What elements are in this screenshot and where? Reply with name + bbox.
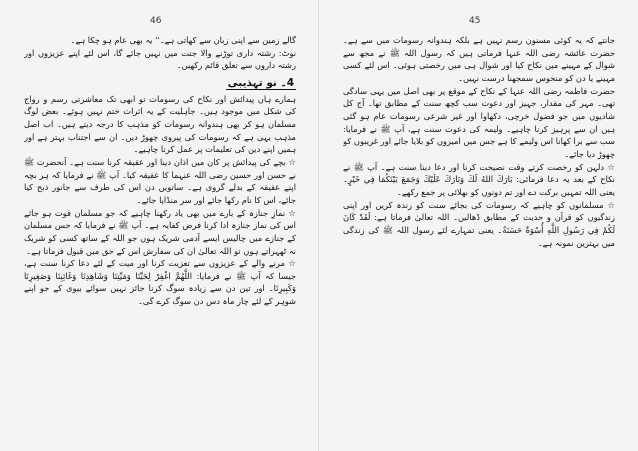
section-heading: 4۔ نو تہذیبی: [227, 76, 294, 89]
paragraph: جانتے کہ یہ کوئی مسنون رسم نہیں ہے بلکہ ہندوانہ رسومات میں سے ہے۔ حضرت عائشہ رضی اللہ عنہا فرماتی ہیں کہ رسول اللہ ﷺ نے مجھ سے شوال کے مہینے میں نکاح کیا اور شوال ہی میں رخصتی ہوئی۔ اس لئے کسی مہینے یا دن کو منحوس سمجھنا درست نہیں۔: [343, 35, 615, 83]
paragraph: گالے زمین سے اپنی زبان سے کھاتی ہے۔'' یہ بھی عام ہو چکا ہے۔: [70, 35, 296, 45]
paragraph: نوٹ: رشتہ داری توڑنے والا جنت میں نہیں جائے گا، اس لئے اپنے عزیزوں اور رشتہ داروں سے تعلق قائم رکھیں۔: [24, 47, 296, 71]
paragraph: ☆ بچے کی پیدائش پر کان میں اذان دینا اور عقیقہ کرنا سنت ہے۔ آنحضرت ﷺ نے حسن اور حسین رضی اللہ عنہما کا عقیقہ کیا۔ آپ ﷺ نے فرمایا کہ ہر بچہ اپنے عقیقہ کے بدلے گروی ہے۔ ساتویں دن اس کی طرف سے جانور ذبح کیا جائے، اس کا نام رکھا جائے اور سر منڈایا جائے۔: [24, 156, 296, 205]
paragraph: ☆ مرنے والے کے عزیزوں سے تعزیت کرنا اور میت کے لئے دعا کرنا سنت ہے، جیسا کہ آپ ﷺ نے فرمایا: اللَّهُمَّ اغْفِرْ لِحَيِّنَا وَمَيِّتِنَا وَشَاهِدِنَا وَغَائِبِنَا وَصَغِيرِنَا وَكَبِيرِنَا۔ اور تین دن سے زیادہ سوگ کرنا جائز نہیں سوائے بیوی کے جو اپنے شوہر کے لئے چار ماہ دس دن سوگ کرے گی۔: [24, 258, 296, 307]
right-page: [319, 0, 638, 451]
paragraph: ☆ مسلمانوں کو چاہیے کہ رسومات کی بجائے سنت کو زندہ کریں اور اپنی زندگیوں کو قرآن و حدیث کے مطابق ڈھالیں۔ اللہ تعالیٰ فرماتا ہے: لَقَدْ كَانَ لَكُمْ فِي رَسُولِ اللَّهِ أُسْوَةٌ حَسَنَةٌ۔ یعنی تمہارے لئے رسول اللہ ﷺ کی زندگی میں بہترین نمونہ ہے۔: [343, 199, 615, 248]
left-page-text: [24, 34, 296, 439]
paragraph: ہمارے ہاں پیدائش اور نکاح کی رسومات تو ابھی تک معاشرتی رسم و رواج کی شکل میں موجود ہیں۔ جاہلیت کے یہ اثرات ختم نہیں ہوئے۔ بعض لوگ مسلمان ہو کر بھی ہندوانہ رسومات کو مذہب کا درجہ دیتے ہیں۔ اب اصل مذہب یہی ہے کہ رسومات کی پیروی چھوڑ دیں۔ ان سے اجتناب بہتر ہے اور ہمیں اپنے دین کی تعلیمات پر عمل کرنا چاہیے۔: [24, 93, 296, 155]
page-number-right: 45: [469, 16, 481, 26]
page-number-left: 46: [150, 16, 162, 26]
paragraph: ☆ دلہن کو رخصت کرتے وقت نصیحت کرنا اور دعا دینا سنت ہے۔ آپ ﷺ نے نکاح کے بعد یہ دعا فرمائی: بَارَكَ اللهُ لَكَ وَبَارَكَ عَلَيْكَ وَجَمَعَ بَيْنَكُمَا فِي خَيْرٍ۔ یعنی اللہ تمہیں برکت دے اور تم دونوں کو بھلائی پر جمع رکھے۔: [343, 161, 615, 197]
right-page-text: [343, 34, 615, 439]
paragraph: ☆ نمازِ جنازہ کے بارے میں بھی یاد رکھنا چاہیے کہ جو مسلمان فوت ہو جائے اس کی نماز جنازہ ادا کرنا فرض کفایہ ہے۔ آپ ﷺ نے فرمایا کہ جس مسلمان کے جنازے میں چالیس ایسے آدمی شریک ہوں جو اللہ کے ساتھ کسی کو شریک نہ ٹھہراتے ہوں تو اللہ تعالیٰ ان کی سفارش اس کے حق میں قبول فرماتا ہے۔: [24, 207, 296, 256]
paragraph: حضرت فاطمہ رضی اللہ عنہا کے نکاح کے موقع پر بھی اصل میں یہی سادگی تھی۔ مہر کی مقدار، جہیز اور دعوت سب کچھ سنت کے مطابق تھا۔ آج کل شادیوں میں جو فضول خرچی، دکھاوا اور غیر شرعی رسومات عام ہو گئی ہیں ان سے پرہیز کرنا چاہیے۔ ولیمہ کی دعوت سنت ہے، آپ ﷺ نے فرمایا: سب سے برا کھانا اس ولیمے کا ہے جس میں امیروں کو بلایا جائے اور غریبوں کو چھوڑ دیا جائے۔: [343, 85, 615, 159]
